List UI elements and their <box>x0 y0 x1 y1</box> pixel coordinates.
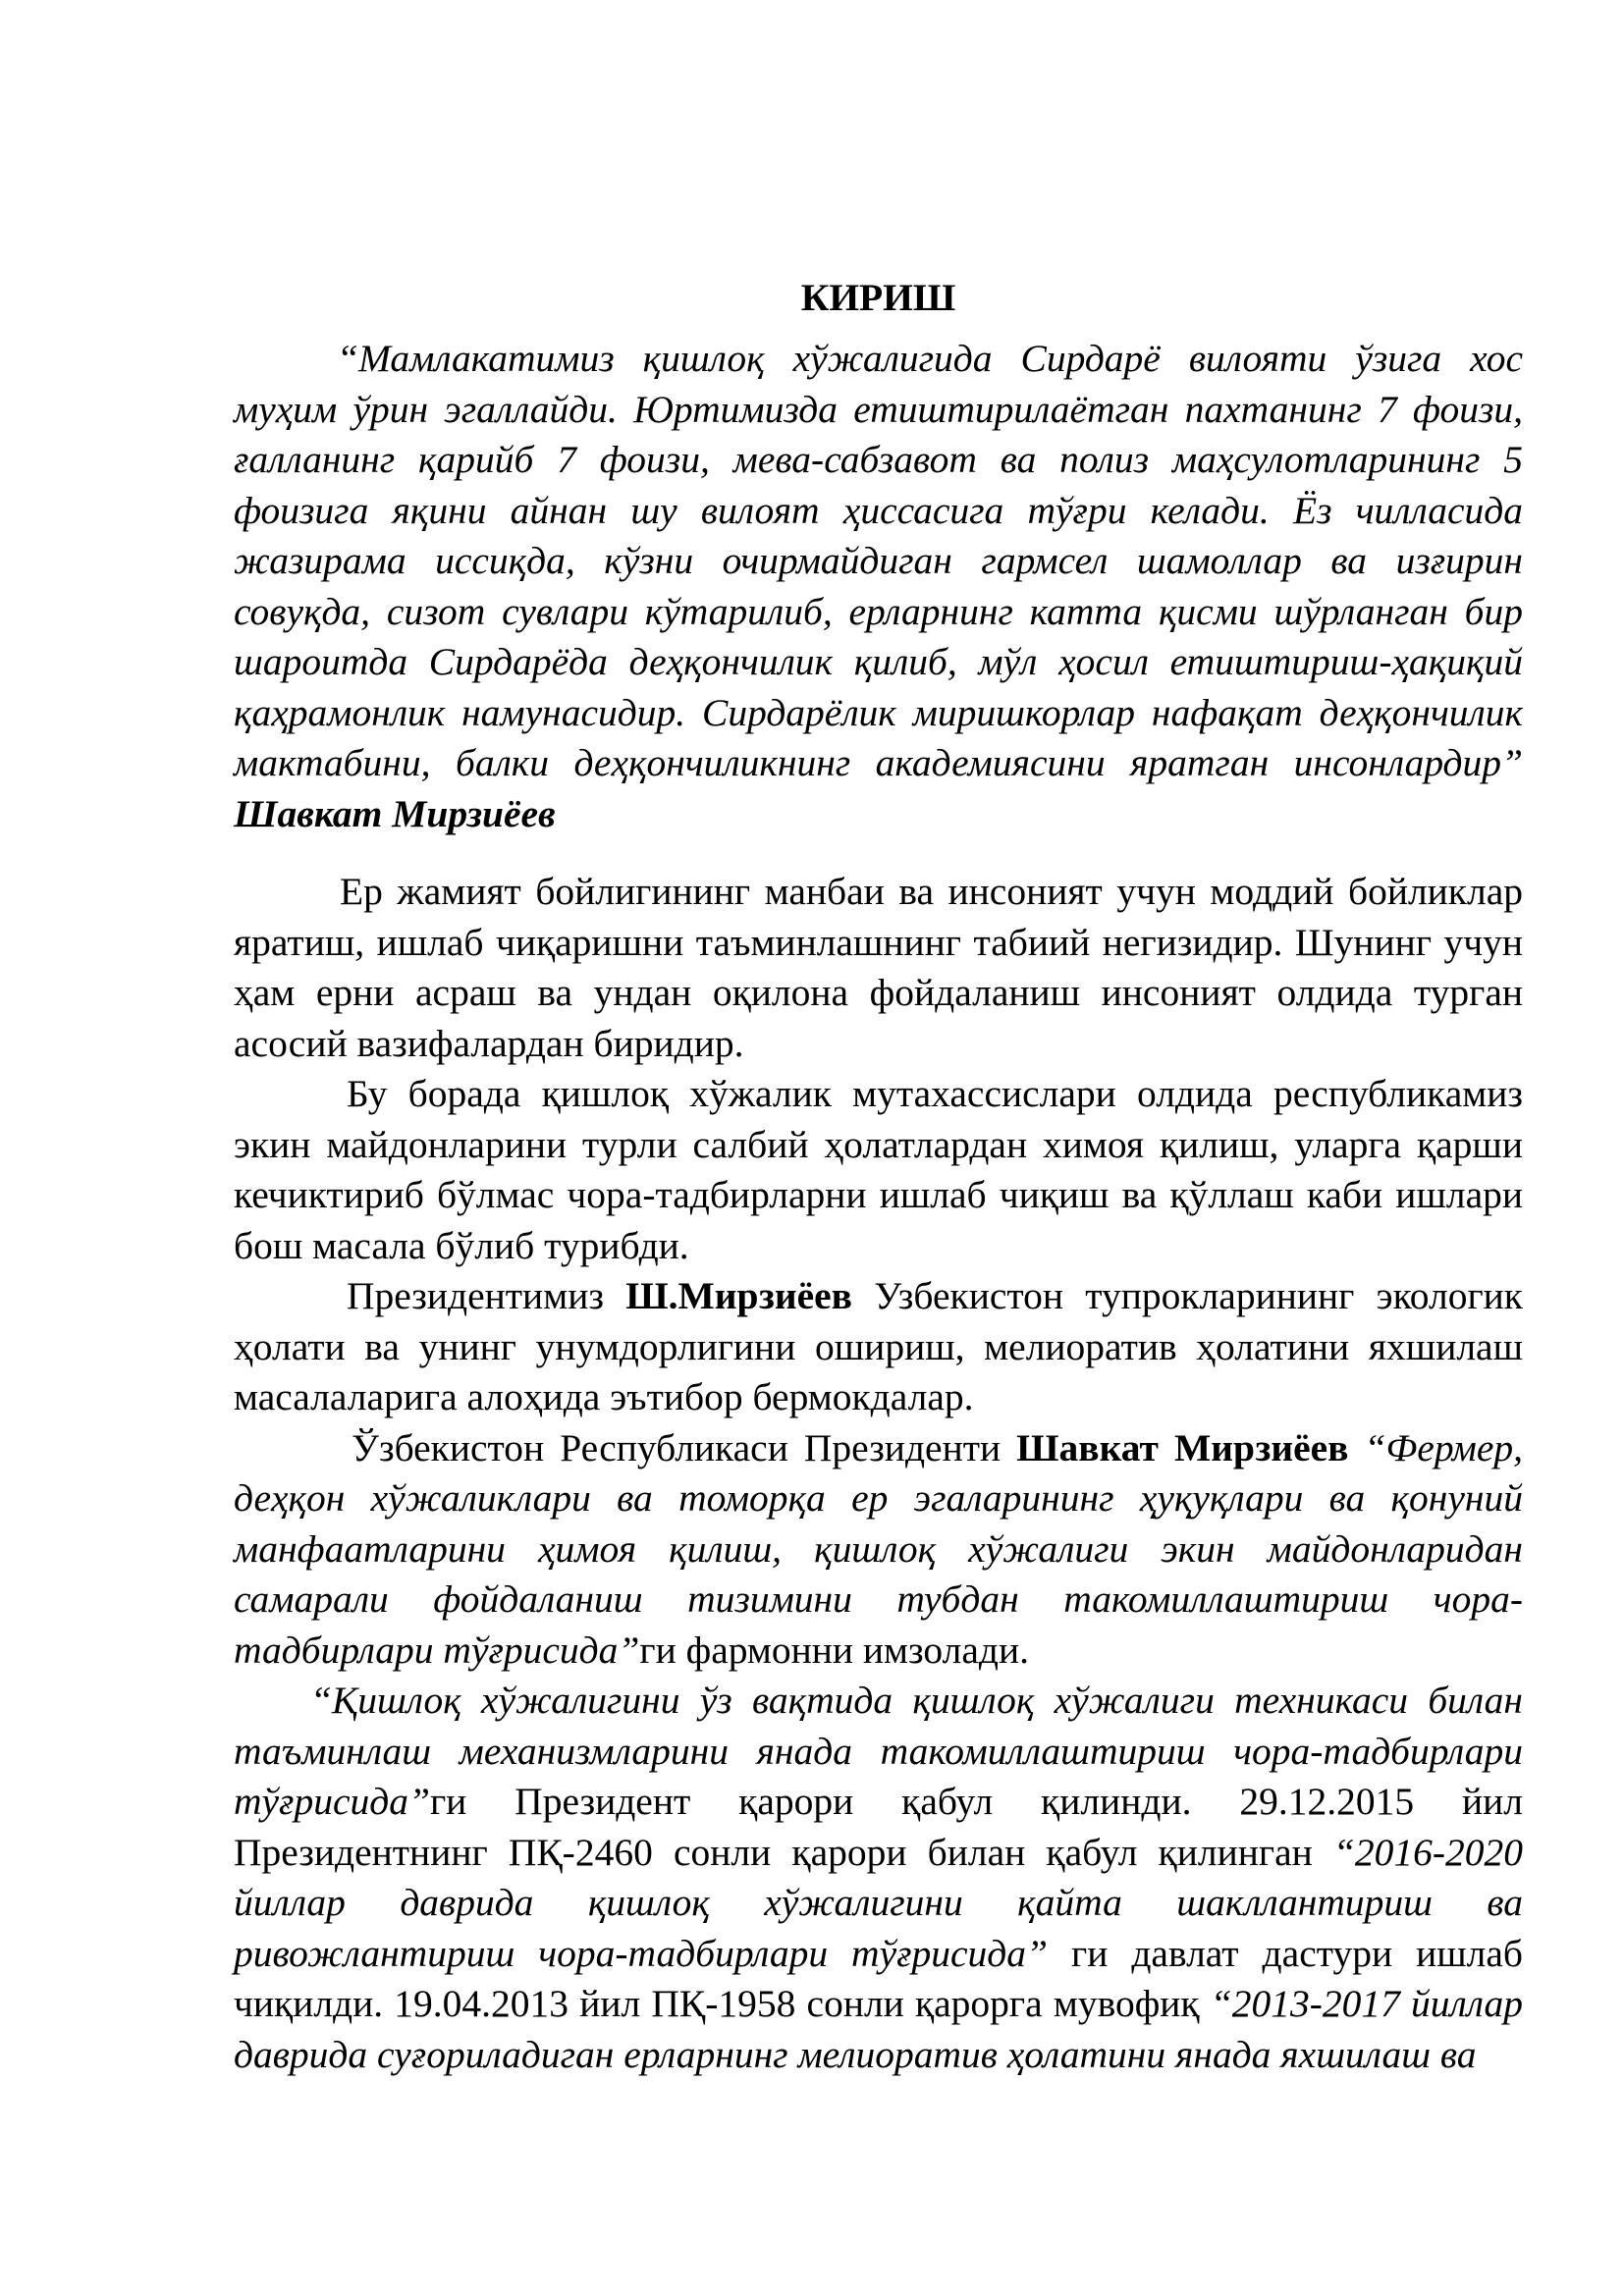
document-page <box>234 273 1523 2080</box>
epigraph-quote: “Мамлакатимиз қишлоқ хўжалигида Сирдарё вилояти ўзига хос муҳим ўрин эгаллайди. Юртимизда етиштирилаётган пахтанинг 7 фоизи, ғалланинг қарийб 7 фоизи, мева-сабзавот ва полиз маҳсулотларининг 5 фоизига яқини айнан шу вилоят ҳиссасига тўғри келади. Ёз чилласида жазирама иссиқда, кўзни очирмайдиган гармсел шамоллар ва изғирин совуқда, сизот сувлари кўтарилиб, ерларнинг катта қисми шўрланган бир шароитда Сирдарёда деҳқончилик қилиб, мўл ҳосил етиштириш-ҳақиқий қаҳрамонлик намунасидир. Сирдарёлик миришкорлар нафақат деҳқончилик мактабини, балки деҳқончиликнинг академиясини яратган инсонлардир” <box>234 337 1523 784</box>
resolution-title-2: “2013-2017 йиллар даврида суғориладиган ерларнинг мелиоратив ҳолатини янада яхшилаш ва <box>234 1982 1523 2076</box>
program-title: “2016-2020 йиллар даврида қишлоқ хўжалигини қайта шакллантириш ва ривожлантириш чора-тадбирлари тўғрисида” <box>234 1830 1523 1975</box>
president-name-full: Шавкат Мирзиёев <box>1016 1425 1349 1469</box>
paragraph-3-text-before: Президентимиз <box>347 1274 626 1317</box>
epigraph-author: Шавкат Мирзиёев <box>234 791 556 835</box>
section-gap <box>234 839 1523 867</box>
paragraph-5-text-1: ги Президент қарори қабул қилинди. 29.12.2015 йил Президентнинг ПҚ-2460 сонли қарори билан қабул қилинган <box>234 1780 1523 1874</box>
paragraph-4 <box>234 1423 1523 1677</box>
resolution-title-1: “Қишлоқ хўжалигини ўз вақтида қишлоқ хўжалиги техникаси билан таъминлаш механизмларини янада такомиллаштириш чора-тадбирлари тўғрисида” <box>234 1679 1523 1823</box>
paragraph-4-text-before: Ўзбекистон Республикаси Президенти <box>352 1425 1017 1469</box>
paragraph-3 <box>234 1271 1523 1423</box>
paragraph-5 <box>234 1676 1523 2080</box>
page-title: КИРИШ <box>800 276 956 319</box>
paragraph-1: Ер жамият бойлигининг манбаи ва инсоният учун моддий бойликлар яратиш, ишлаб чиқаришни таъминлашнинг табиий негизидир. Шунинг учун ҳам ерни асраш ва ундан оқилона фойдаланиш инсоният олдида турган асосий вазифалардан биридир. <box>234 870 1523 1065</box>
paragraph-5-text-2: ги давлат дастури ишлаб чиқилди. 19.04.2013 йил ПҚ-1958 сонли қарорга мувофиқ <box>234 1931 1523 2025</box>
epigraph <box>234 334 1523 839</box>
paragraph-2: Бу борада қишлоқ хўжалик мутахассислари олдида республикамиз экин майдонларини турли салбий ҳолатлардан химоя қилиш, уларга қарши кечиктириб бўлмас чора-тадбирларни ишлаб чиқиш ва қўллаш каби ишлари бош масала бўлиб турибди. <box>234 1072 1523 1267</box>
decree-title: “Фермер, деҳқон хўжаликлари ва томорқа ер эгаларининг ҳуқуқлари ва қонуний манфаатларини ҳимоя қилиш, қишлоқ хўжалиги экин майдонларидан самарали фойдаланиш тизимини тубдан такомиллаштириш чора-тадбирлари тўғрисида” <box>234 1425 1523 1672</box>
paragraph-3-text-after: Узбекистон тупрокларининг экологик ҳолати ва унинг унумдорлигини ошириш, мелиоратив ҳолатини яхшилаш масалаларига алоҳида эътибор бермокдалар. <box>234 1274 1523 1418</box>
president-name-short: Ш.Мирзиёев <box>625 1274 853 1317</box>
paragraph-4-text-after: ги фармонни имзолади. <box>639 1628 1030 1672</box>
